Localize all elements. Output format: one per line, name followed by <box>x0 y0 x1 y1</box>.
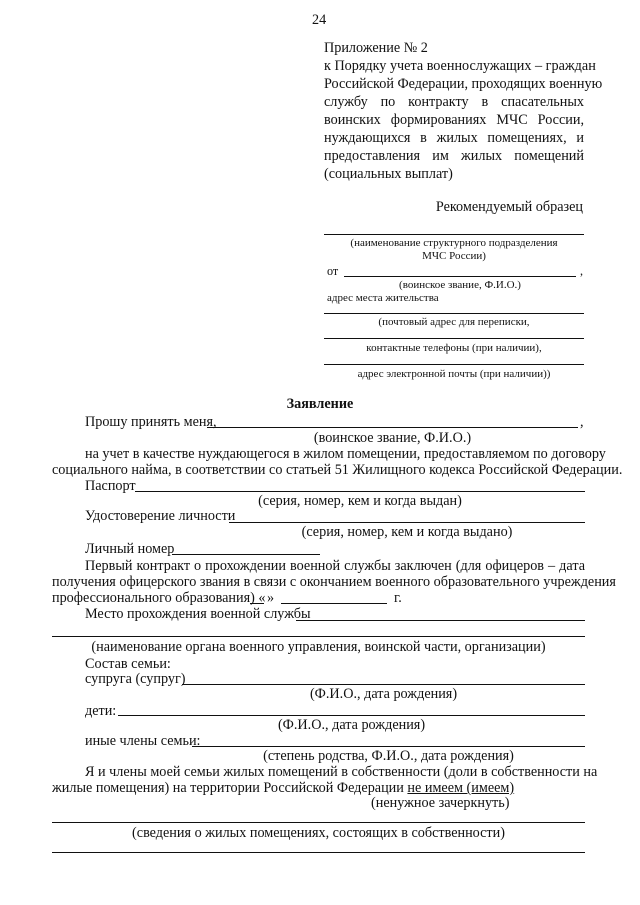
contract-line: профессионального образования) « <box>52 590 266 606</box>
others-label: иные члены семьи: <box>85 733 201 749</box>
ownership-line: Я и члены моей семьи жилых помещений в собственности (доли в собственности на <box>85 764 598 780</box>
residence-label: адрес места жительства <box>327 292 439 304</box>
contract-year: г. <box>394 590 402 606</box>
postal-line <box>324 338 584 339</box>
recommended-sample: Рекомендуемый образец <box>435 199 583 215</box>
children-caption: (Ф.И.О., дата рождения) <box>277 717 426 733</box>
id-label: Удостоверение личности <box>85 508 236 524</box>
page-number: 24 <box>312 12 327 28</box>
housing-line <box>52 822 585 823</box>
housing-caption: (сведения о жилых помещениях, состоящих в собственности) <box>132 825 505 841</box>
from-line <box>344 276 576 277</box>
appendix-line: службу по контракту в спасательных <box>324 94 584 110</box>
service-caption: (наименование органа военного управления, воинской части, организации) <box>91 639 546 655</box>
phones-caption: контактные телефоны (при наличии), <box>366 342 542 354</box>
personal-number-line <box>172 554 320 555</box>
contract-day-line <box>250 603 264 604</box>
children-label: дети: <box>85 703 117 719</box>
id-line <box>229 522 585 523</box>
postal-caption: (почтовый адрес для переписки, <box>378 316 530 328</box>
appendix-title: Приложение № 2 <box>324 40 428 56</box>
request-comma: , <box>580 414 584 430</box>
strike-caption: (ненужное зачеркнуть) <box>371 795 510 811</box>
para1-line: социального найма, в соответствии со статьей 51 Жилищного кодекса Российской Федерации. <box>52 462 623 478</box>
appendix-line: нуждающихся в жилых помещениях, и <box>324 130 584 146</box>
residence-line <box>324 313 584 314</box>
family-label: Состав семьи: <box>85 656 171 672</box>
others-line <box>192 746 585 747</box>
appendix-line: Российской Федерации, проходящих военную <box>324 76 603 92</box>
unit-line <box>324 234 584 235</box>
passport-label: Паспорт <box>85 478 136 494</box>
rank-caption: (воинское звание, Ф.И.О.) <box>313 430 472 446</box>
from-comma: , <box>580 264 584 278</box>
rank-caption: (воинское звание, Ф.И.О.) <box>399 279 521 291</box>
service-place-line-2 <box>52 636 585 637</box>
request-line <box>207 427 578 428</box>
document-title: Заявление <box>286 396 354 412</box>
email-caption: адрес электронной почты (при наличии)) <box>357 368 551 380</box>
appendix-line: воинских формированиях МЧС России, <box>324 112 584 128</box>
from-label: от <box>327 264 339 278</box>
spouse-caption: (Ф.И.О., дата рождения) <box>309 686 458 702</box>
ownership-choice: не имеем (имеем) <box>407 780 515 796</box>
unit-caption: МЧС России) <box>422 250 486 262</box>
passport-caption: (серия, номер, кем и когда выдан) <box>258 493 462 509</box>
contract-line: получения офицерского звания в связи с окончанием военного образовательного учреждения <box>52 574 616 590</box>
spouse-label: супруга (супруг) <box>85 671 186 687</box>
phones-line <box>324 364 584 365</box>
housing-line-2 <box>52 852 585 853</box>
ownership-text: жилые помещения) на территории Российской Федерации <box>52 780 404 796</box>
unit-caption: (наименование структурного подразделения <box>350 237 558 249</box>
request-label: Прошу принять меня, <box>85 414 217 430</box>
id-caption: (серия, номер, кем и когда выдано) <box>301 524 513 540</box>
appendix-line: предоставления им жилых помещений <box>324 148 584 164</box>
contract-line: Первый контракт о прохождении военной службы заключен (для офицеров – дата <box>85 558 585 574</box>
passport-line <box>135 491 585 492</box>
spouse-line <box>182 684 585 685</box>
personal-number-label: Личный номер <box>85 541 175 557</box>
service-place-label: Место прохождения военной службы <box>85 606 311 622</box>
others-caption: (степень родства, Ф.И.О., дата рождения) <box>263 748 514 764</box>
service-place-line <box>296 620 585 621</box>
contract-month-line <box>281 603 387 604</box>
children-line <box>118 715 585 716</box>
contract-quote-close: » <box>267 590 275 606</box>
para1-line: на учет в качестве нуждающегося в жилом помещении, предоставляемом по договору <box>85 446 606 462</box>
appendix-line: (социальных выплат) <box>324 166 453 182</box>
appendix-line: к Порядку учета военнослужащих – граждан <box>324 58 596 74</box>
